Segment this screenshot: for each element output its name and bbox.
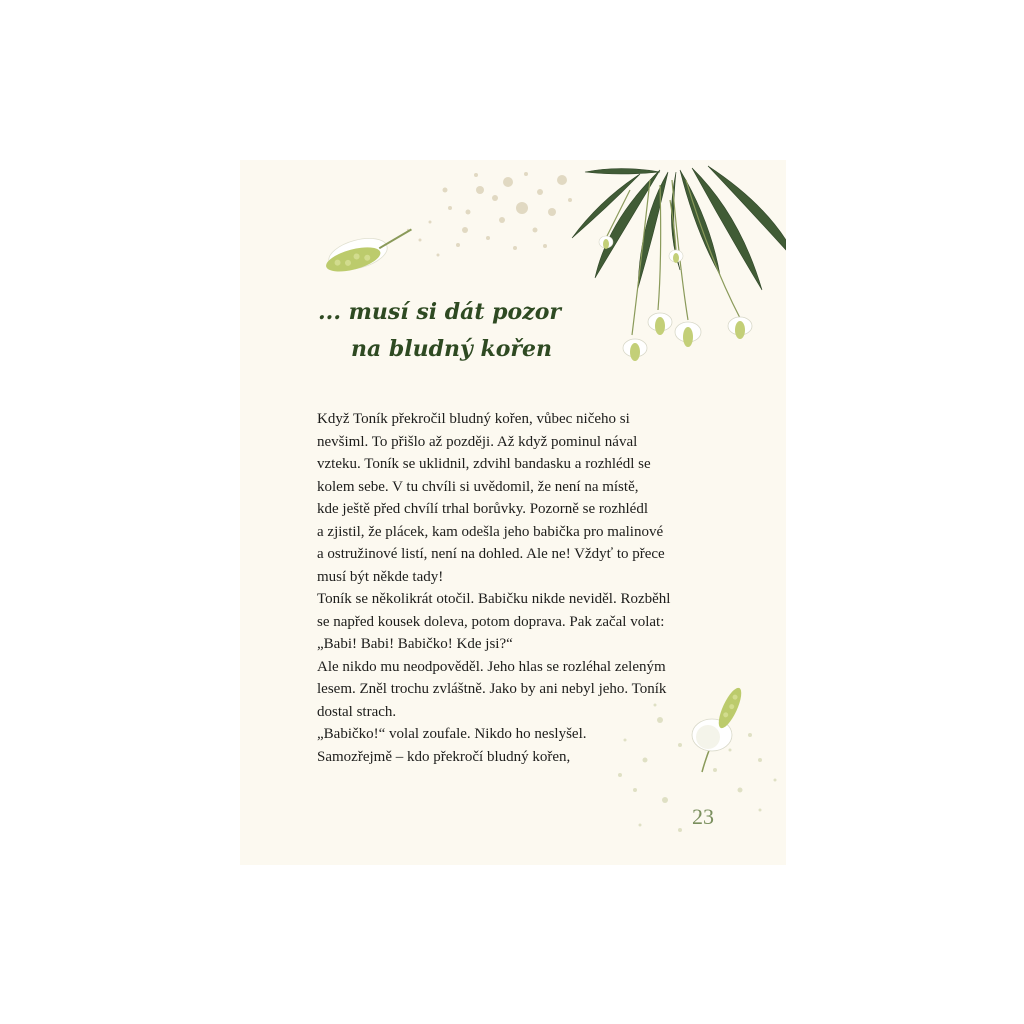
text-line: lesem. Zněl trochu zvláštně. Jako by ani nebyl jeho. Toník — [317, 681, 667, 697]
text-line: dostal strach. — [317, 703, 397, 720]
chapter-heading-line-2: na bludný kořen — [351, 336, 552, 362]
text-line: „Babičko!“ volal zoufale. Nikdo ho neslyšel. — [317, 726, 587, 742]
text-line: kolem sebe. V tu chvíli si uvědomil, že není na místě, — [317, 478, 639, 495]
text-line: „Babi! Babi! Babičko! Kde jsi?“ — [317, 636, 513, 652]
text-line: Toník se několikrát otočil. Babičku nikde neviděl. Rozběhl — [317, 591, 671, 607]
plantain-leaves — [572, 166, 786, 290]
text-line: nevšiml. To přišlo až později. Až když pominul nával — [317, 433, 638, 450]
story-text — [317, 408, 737, 768]
watercolor-speckles-top — [407, 172, 572, 257]
text-line: Když Toník překročil bludný kořen, vůbec ničeho si — [317, 411, 630, 427]
page-number: 23 — [692, 804, 714, 829]
text-line: musí být někde tady! — [317, 568, 444, 585]
plantain-flower-left — [322, 225, 418, 276]
text-line: se napřed kousek doleva, potom doprava. Pak začal volat: — [317, 613, 665, 630]
text-line: Ale nikdo mu neodpověděl. Jeho hlas se rozléhal zeleným — [317, 658, 666, 675]
text-line: Samozřejmě – kdo překročí bludný kořen, — [317, 748, 571, 765]
text-line: a ostružinové listí, není na dohled. Ale ne! Vždyť to přece — [317, 546, 665, 562]
text-line: vzteku. Toník se uklidnil, zdvihl bandasku a rozhlédl se — [317, 456, 651, 472]
book-page — [240, 160, 786, 865]
text-line: kde ještě před chvílí trhal borůvky. Pozorně se rozhlédl — [317, 501, 649, 517]
plantain-flowers-hanging — [599, 236, 752, 361]
chapter-heading — [318, 294, 618, 368]
text-line: a zjistil, že plácek, kam odešla jeho babička pro malinové — [317, 523, 664, 540]
chapter-heading-line-1: ... musí si dát pozor — [318, 299, 561, 325]
